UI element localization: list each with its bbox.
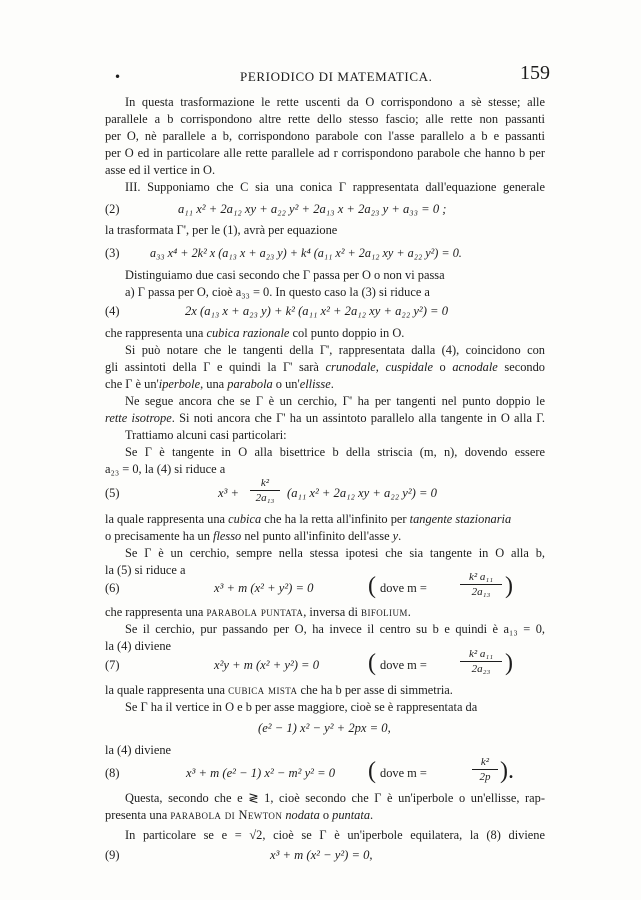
small-caps-term: cubica mista xyxy=(228,683,298,697)
text-line: III. Supponiamo che C sia una conica Γ rappresentata dall'equazione generale xyxy=(125,180,545,194)
paren-close: ). xyxy=(500,758,514,784)
emphasis: flesso xyxy=(213,529,242,543)
equation-7: x²y + m (x² + y²) = 0 xyxy=(214,658,319,672)
equation-number: (7) xyxy=(105,658,120,672)
emphasis: acnodale xyxy=(452,360,498,374)
text-line xyxy=(105,359,545,376)
equation-6-cond-den: 2a₁₃ xyxy=(471,586,491,598)
equation-8-cond-num: k² xyxy=(472,756,498,770)
text-line: parallele a b corrispondono altre rette dello stesso fascio; alle rette non passanti xyxy=(105,112,545,126)
text-line xyxy=(105,528,545,545)
equation-2: a₁₁ x² + 2a₁₂ xy + a₂₂ y² + 2a₁₃ x + 2a₂₃ y + a₃₃ = 0 ; xyxy=(178,202,447,216)
equation-7-cond-den: 2a₂₃ xyxy=(471,663,491,675)
text-span: che rappresenta una xyxy=(105,605,207,619)
text-line xyxy=(105,682,545,699)
equation-8-condition: dove m = xyxy=(380,766,427,780)
text-line: Distinguiamo due casi secondo che Γ passa per O o non vi passa xyxy=(125,268,445,282)
equation-number: (3) xyxy=(105,246,120,260)
equation-5-lhs: x³ + xyxy=(218,486,240,500)
equation-6-cond-num: k² a₁₁ xyxy=(460,571,502,585)
text-span: nel punto all'infinito dell'asse xyxy=(241,529,393,543)
equation-5-frac-den: 2a₁₃ xyxy=(255,492,275,504)
text-line: asse ed il vertice in O. xyxy=(105,163,216,177)
emphasis: parabola xyxy=(227,377,273,391)
text-line xyxy=(105,604,545,621)
text-span: presenta una xyxy=(105,808,171,822)
small-caps-term: parabola di Newton xyxy=(170,808,283,822)
text-line: per O ed in particolare alle rette parallele ad r corrispondono parabole che hanno b per xyxy=(105,146,545,160)
small-caps-term: bifolium xyxy=(361,605,408,619)
paren-open: ( xyxy=(368,650,376,676)
journal-title: PERIODICO DI MATEMATICA. xyxy=(240,69,433,84)
emphasis: puntata xyxy=(332,808,371,822)
text-line: Ne segue ancora che se Γ è un cerchio, Γ' ha per tangenti nel punto doppio le xyxy=(125,394,545,408)
page-number: 159 xyxy=(520,62,550,84)
text-span: . xyxy=(330,377,334,391)
equation-8-cond-den: 2p xyxy=(479,771,491,783)
equation-5-rhs: (a₁₁ x² + 2a₁₂ xy + a₂₂ y²) = 0 xyxy=(287,486,437,500)
text-line: In questa trasformazione le rette uscenti da O corrispondono a sè stesse; alle xyxy=(125,95,545,109)
equation-5-frac-num: k² xyxy=(250,477,280,491)
equation-7-condition: dove m = xyxy=(380,658,427,672)
emphasis: rette isotrope xyxy=(105,411,172,425)
equation-3: a₃₃ x⁴ + 2k² x (a₁₃ x + a₂₃ y) + k⁴ (a₁₁ x² + 2a₁₂ xy + a₂₂ y²) = 0. xyxy=(150,246,462,260)
text-line: la (5) si riduce a xyxy=(105,563,186,577)
text-span: gli assintoti della Γ e quindi la Γ' sarà xyxy=(105,360,326,374)
small-caps-term: parabola puntata xyxy=(206,605,304,619)
text-line xyxy=(105,325,545,342)
text-span: che rappresenta una xyxy=(105,326,207,340)
equation-number: (2) xyxy=(105,202,120,216)
text-line: Se Γ ha il vertice in O e b per asse maggiore, cioè se è rappresentata da xyxy=(125,700,478,714)
text-line: Questa, secondo che e ≷ 1, cioè secondo che Γ è un'iperbole o un'ellisse, rap- xyxy=(125,791,545,805)
text-line: Se Γ è un cerchio, sempre nella stessa ipotesi che sia tangente in O alla b, xyxy=(125,546,545,560)
equation-number: (9) xyxy=(105,848,120,862)
text-line: per O, nè parallele a b, corrispondono parabole con l'asse parallelo a b e passanti xyxy=(105,129,545,143)
text-line xyxy=(105,376,545,393)
text-line: Si può notare che le tangenti della Γ', rappresentata dalla (4), coincidono con xyxy=(125,343,545,357)
text-line: la (4) diviene xyxy=(105,639,172,653)
text-line: Se Γ è tangente in O alla bisettrice b della striscia (m, n), dovendo essere xyxy=(125,445,545,459)
equation-conic: (e² − 1) x² − y² + 2px = 0, xyxy=(258,721,391,735)
text-line: In particolare se e = √2, cioè se Γ è un'iperbole equilatera, la (8) diviene xyxy=(125,828,545,842)
paren-close: ) xyxy=(505,650,513,676)
equation-4: 2x (a₁₃ x + a₂₃ y) + k² (a₁₁ x² + 2a₁₂ xy + a₂₂ y²) = 0 xyxy=(185,304,448,318)
text-line xyxy=(105,807,545,824)
emphasis: iperbole xyxy=(158,377,201,391)
text-span: che ha b per asse di simmetria. xyxy=(297,683,453,697)
text-span: la quale rappresenta una xyxy=(105,683,229,697)
equation-number: (8) xyxy=(105,766,120,780)
emphasis: cubica xyxy=(228,512,262,526)
text-span: . xyxy=(398,529,402,543)
text-span: o xyxy=(432,360,453,374)
equation-6: x³ + m (x² + y²) = 0 xyxy=(214,581,314,595)
text-span: . Si noti ancora che Γ' ha un assintoto parallelo alla tangente in O alla Γ. xyxy=(171,411,545,425)
equation-7-cond-num: k² a₁₁ xyxy=(460,648,502,662)
text-line: la trasformata Γ', per le (1), avrà per equazione xyxy=(105,223,338,237)
text-span: , inversa di xyxy=(303,605,362,619)
text-line: a₂₃ = 0, la (4) si riduce a xyxy=(105,462,226,476)
text-line: Se il cerchio, pur passando per O, ha invece il centro su b e quindi è a₁₃ = 0, xyxy=(125,622,545,636)
paren-open: ( xyxy=(368,573,376,599)
equation-6-condition: dove m = xyxy=(380,581,427,595)
text-span: o un' xyxy=(272,377,300,391)
equation-number: (4) xyxy=(105,304,120,318)
emphasis: ellisse xyxy=(299,377,331,391)
text-span: secondo xyxy=(497,360,545,374)
running-header xyxy=(0,60,641,90)
equation-9: x³ + m (x² − y²) = 0, xyxy=(270,848,373,862)
emphasis: crunodale, cuspidale xyxy=(325,360,433,374)
text-span: o xyxy=(319,808,333,822)
emphasis: tangente stazionaria xyxy=(409,512,512,526)
paren-close: ) xyxy=(505,573,513,599)
text-span: la quale rappresenta una xyxy=(105,512,229,526)
text-span: . xyxy=(407,605,411,619)
header-mark: • xyxy=(114,70,122,84)
text-span: , una xyxy=(200,377,228,391)
text-line xyxy=(105,410,545,427)
emphasis: nodata xyxy=(285,808,320,822)
text-line: Trattiamo alcuni casi particolari: xyxy=(125,428,287,442)
text-span: che ha la retta all'infinito per xyxy=(261,512,410,526)
text-line: a) Γ passa per O, cioè a₃₃ = 0. In questo caso la (3) si riduce a xyxy=(125,285,430,299)
text-line xyxy=(105,511,545,528)
equation-8: x³ + m (e² − 1) x² − m² y² = 0 xyxy=(186,766,336,780)
text-span: col punto doppio in O. xyxy=(289,326,405,340)
text-span: che Γ è un' xyxy=(105,377,159,391)
emphasis: y xyxy=(392,529,399,543)
text-span: o precisamente ha un xyxy=(105,529,214,543)
emphasis: cubica razionale xyxy=(206,326,290,340)
paren-open: ( xyxy=(368,758,376,784)
text-line: la (4) diviene xyxy=(105,743,172,757)
equation-number: (5) xyxy=(105,486,120,500)
equation-number: (6) xyxy=(105,581,120,595)
text-span: . xyxy=(370,808,374,822)
